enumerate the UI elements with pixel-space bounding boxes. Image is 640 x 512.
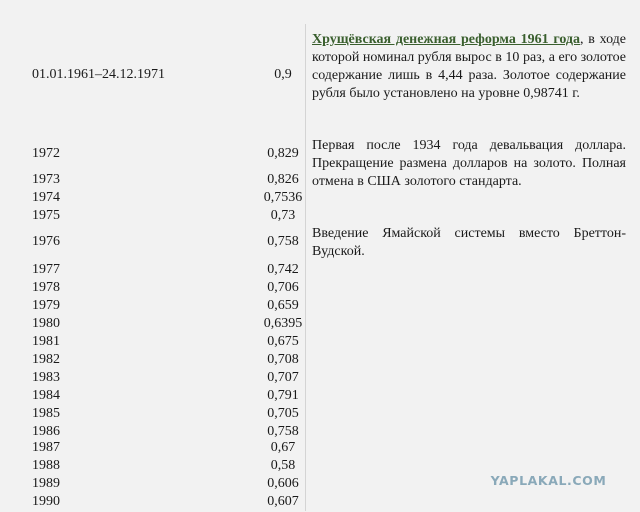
rate-cell: 0,73 xyxy=(270,208,296,223)
period-cell: 1988 xyxy=(32,458,60,473)
rate-cell: 0,707 xyxy=(267,370,299,385)
period-cell: 1990 xyxy=(32,494,60,509)
rate-cell: 0,9 xyxy=(274,67,292,82)
rate-cell: 0,706 xyxy=(267,280,299,295)
note-reform-1961 xyxy=(312,31,626,103)
rate-cell: 0,758 xyxy=(267,234,299,249)
rate-cell: 0,6395 xyxy=(263,316,303,331)
rate-cell: 0,791 xyxy=(267,388,299,403)
reform-1961-text: , в ходе которой номинал рубля вырос в 10 раз, а его золотое содержание лишь в 4,44 раза. Золотое содержание рубля было установлено на уровне 0,98741 г. xyxy=(312,32,627,101)
rate-cell: 0,607 xyxy=(267,494,299,509)
period-cell: 1987 xyxy=(32,440,60,455)
period-cell: 1985 xyxy=(32,406,60,421)
rate-cell: 0,7536 xyxy=(263,190,303,205)
period-cell: 1978 xyxy=(32,280,60,295)
period-cell: 1983 xyxy=(32,370,60,385)
rate-cell: 0,758 xyxy=(267,424,299,439)
rate-cell: 0,742 xyxy=(267,262,299,277)
note-jamaica-system: Введение Ямайской системы вместо Бреттон-Вудской. xyxy=(312,226,626,259)
period-cell: 1984 xyxy=(32,388,60,403)
period-cell: 1986 xyxy=(32,424,60,439)
period-cell: 1973 xyxy=(32,172,60,187)
period-cell: 1972 xyxy=(32,146,60,161)
period-cell: 1989 xyxy=(32,476,60,491)
rate-cell: 0,708 xyxy=(267,352,299,367)
rate-cell: 0,829 xyxy=(267,146,299,161)
rate-cell: 0,675 xyxy=(267,334,299,349)
note-dollar-devaluation: Первая после 1934 года девальвация доллара. Прекращение размена долларов на золото. Полная отмена в США золотого стандарта. xyxy=(312,138,626,189)
rate-cell: 0,659 xyxy=(267,298,299,313)
site-watermark: YAPLAKAL.COM xyxy=(476,471,621,491)
rate-cell: 0,67 xyxy=(270,440,296,455)
period-cell: 1976 xyxy=(32,234,60,249)
rate-cell: 0,606 xyxy=(267,476,299,491)
rate-cell: 0,826 xyxy=(267,172,299,187)
period-cell: 1981 xyxy=(32,334,60,349)
rate-cell: 0,705 xyxy=(267,406,299,421)
period-cell: 1977 xyxy=(32,262,60,277)
period-cell: 1974 xyxy=(32,190,60,205)
period-cell: 01.01.1961–24.12.1971 xyxy=(32,67,165,82)
period-cell: 1975 xyxy=(32,208,60,223)
period-cell: 1980 xyxy=(32,316,60,331)
period-cell: 1979 xyxy=(32,298,60,313)
period-cell: 1982 xyxy=(32,352,60,367)
reform-1961-link[interactable]: Хрущёвская денежная реформа 1961 года xyxy=(312,32,581,47)
rate-cell: 0,58 xyxy=(270,458,296,473)
